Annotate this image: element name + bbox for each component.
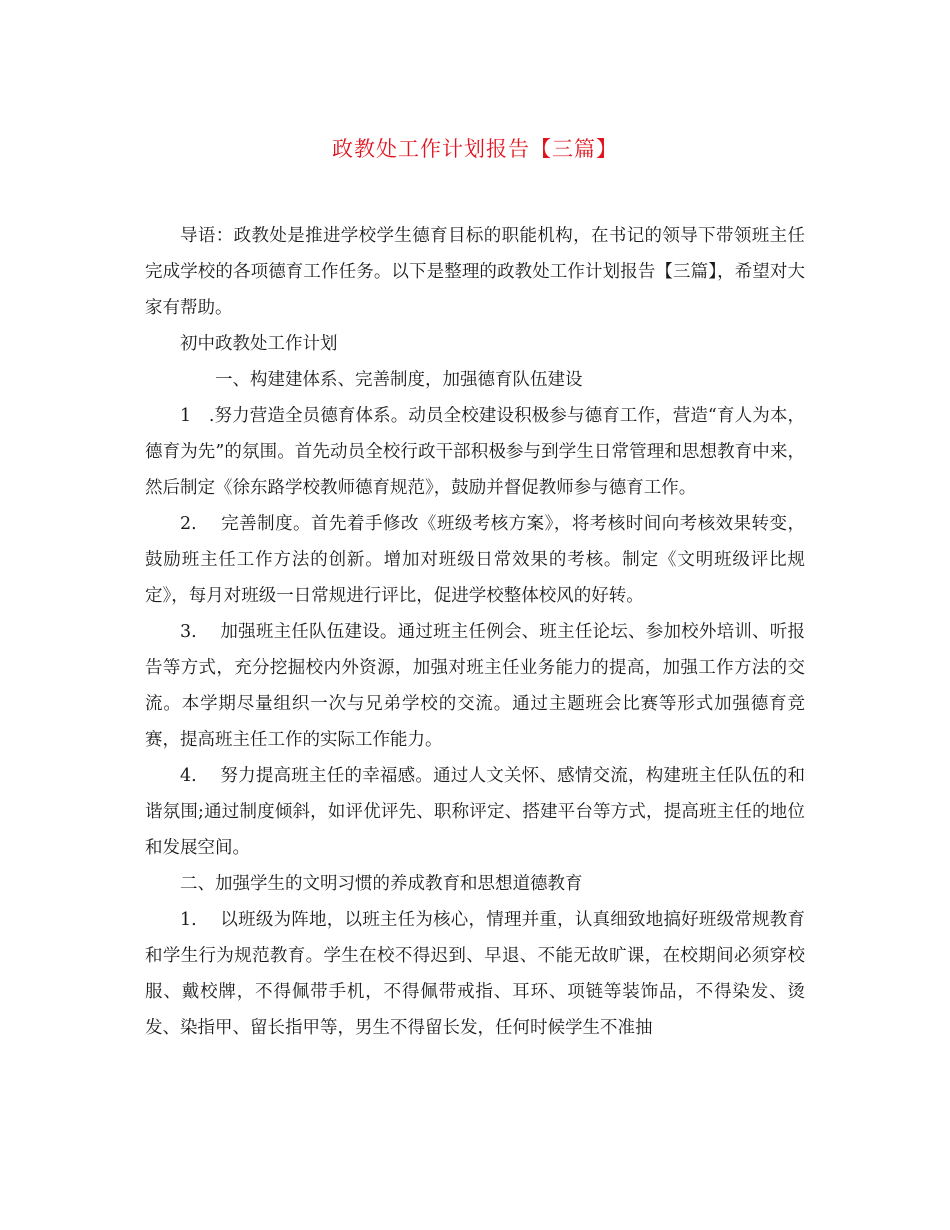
document-title: 政教处工作计划报告【三篇】 xyxy=(332,137,618,161)
body-paragraph: 2. 完善制度。首先着手修改《班级考核方案》，将考核时间向考核效果转变，鼓励班主任工作方法的创新。增加对班级日常效果的考核。制定《文明班级评比规定》，每月对班级一日常规进行评比，促进学校整体校风的好转。 xyxy=(145,514,805,606)
section-heading: 初中政教处工作计划 xyxy=(180,334,338,354)
body-paragraph: 3. 加强班主任队伍建设。通过班主任例会、班主任论坛、参加校外培训、听报告等方式，充分挖掘校内外资源，加强对班主任业务能力的提高，加强工作方法的交流。本学期尽量组织一次与兄弟学校的交流。通过主题班会比赛等形式加强德育竞赛，提高班主任工作的实际工作能力。 xyxy=(145,622,805,750)
subsection-heading: 二、加强学生的文明习惯的养成教育和思想道德教育 xyxy=(180,874,583,894)
body-paragraph: 4. 努力提高班主任的幸福感。通过人文关怀、感情交流，构建班主任队伍的和谐氛围;通过制度倾斜，如评优评先、职称评定、搭建平台等方式，提高班主任的地位和发展空间。 xyxy=(145,766,805,858)
body-paragraph: 1 .努力营造全员德育体系。动员全校建设积极参与德育工作，营造“育人为本，德育为先”的氛围。首先动员全校行政干部积极参与到学生日常管理和思想教育中来，然后制定《徐东路学校教师德育规范》，鼓励并督促教师参与德育工作。 xyxy=(145,406,805,498)
intro-paragraph: 导语：政教处是推进学校学生德育目标的职能机构，在书记的领导下带领班主任完成学校的各项德育工作任务。以下是整理的政教处工作计划报告【三篇】，希望对大家有帮助。 xyxy=(145,226,805,318)
document-body xyxy=(145,218,805,1046)
subsection-heading: 一、构建建体系、完善制度，加强德育队伍建设 xyxy=(215,370,583,390)
body-paragraph: 1. 以班级为阵地，以班主任为核心，情理并重，认真细致地搞好班级常规教育和学生行为规范教育。学生在校不得迟到、早退、不能无故旷课，在校期间必须穿校服、戴校牌，不得佩带手机，不得佩带戒指、耳环、项链等装饰品，不得染发、烫发、染指甲、留长指甲等，男生不得留长发，任何时候学生不准抽 xyxy=(145,910,805,1038)
